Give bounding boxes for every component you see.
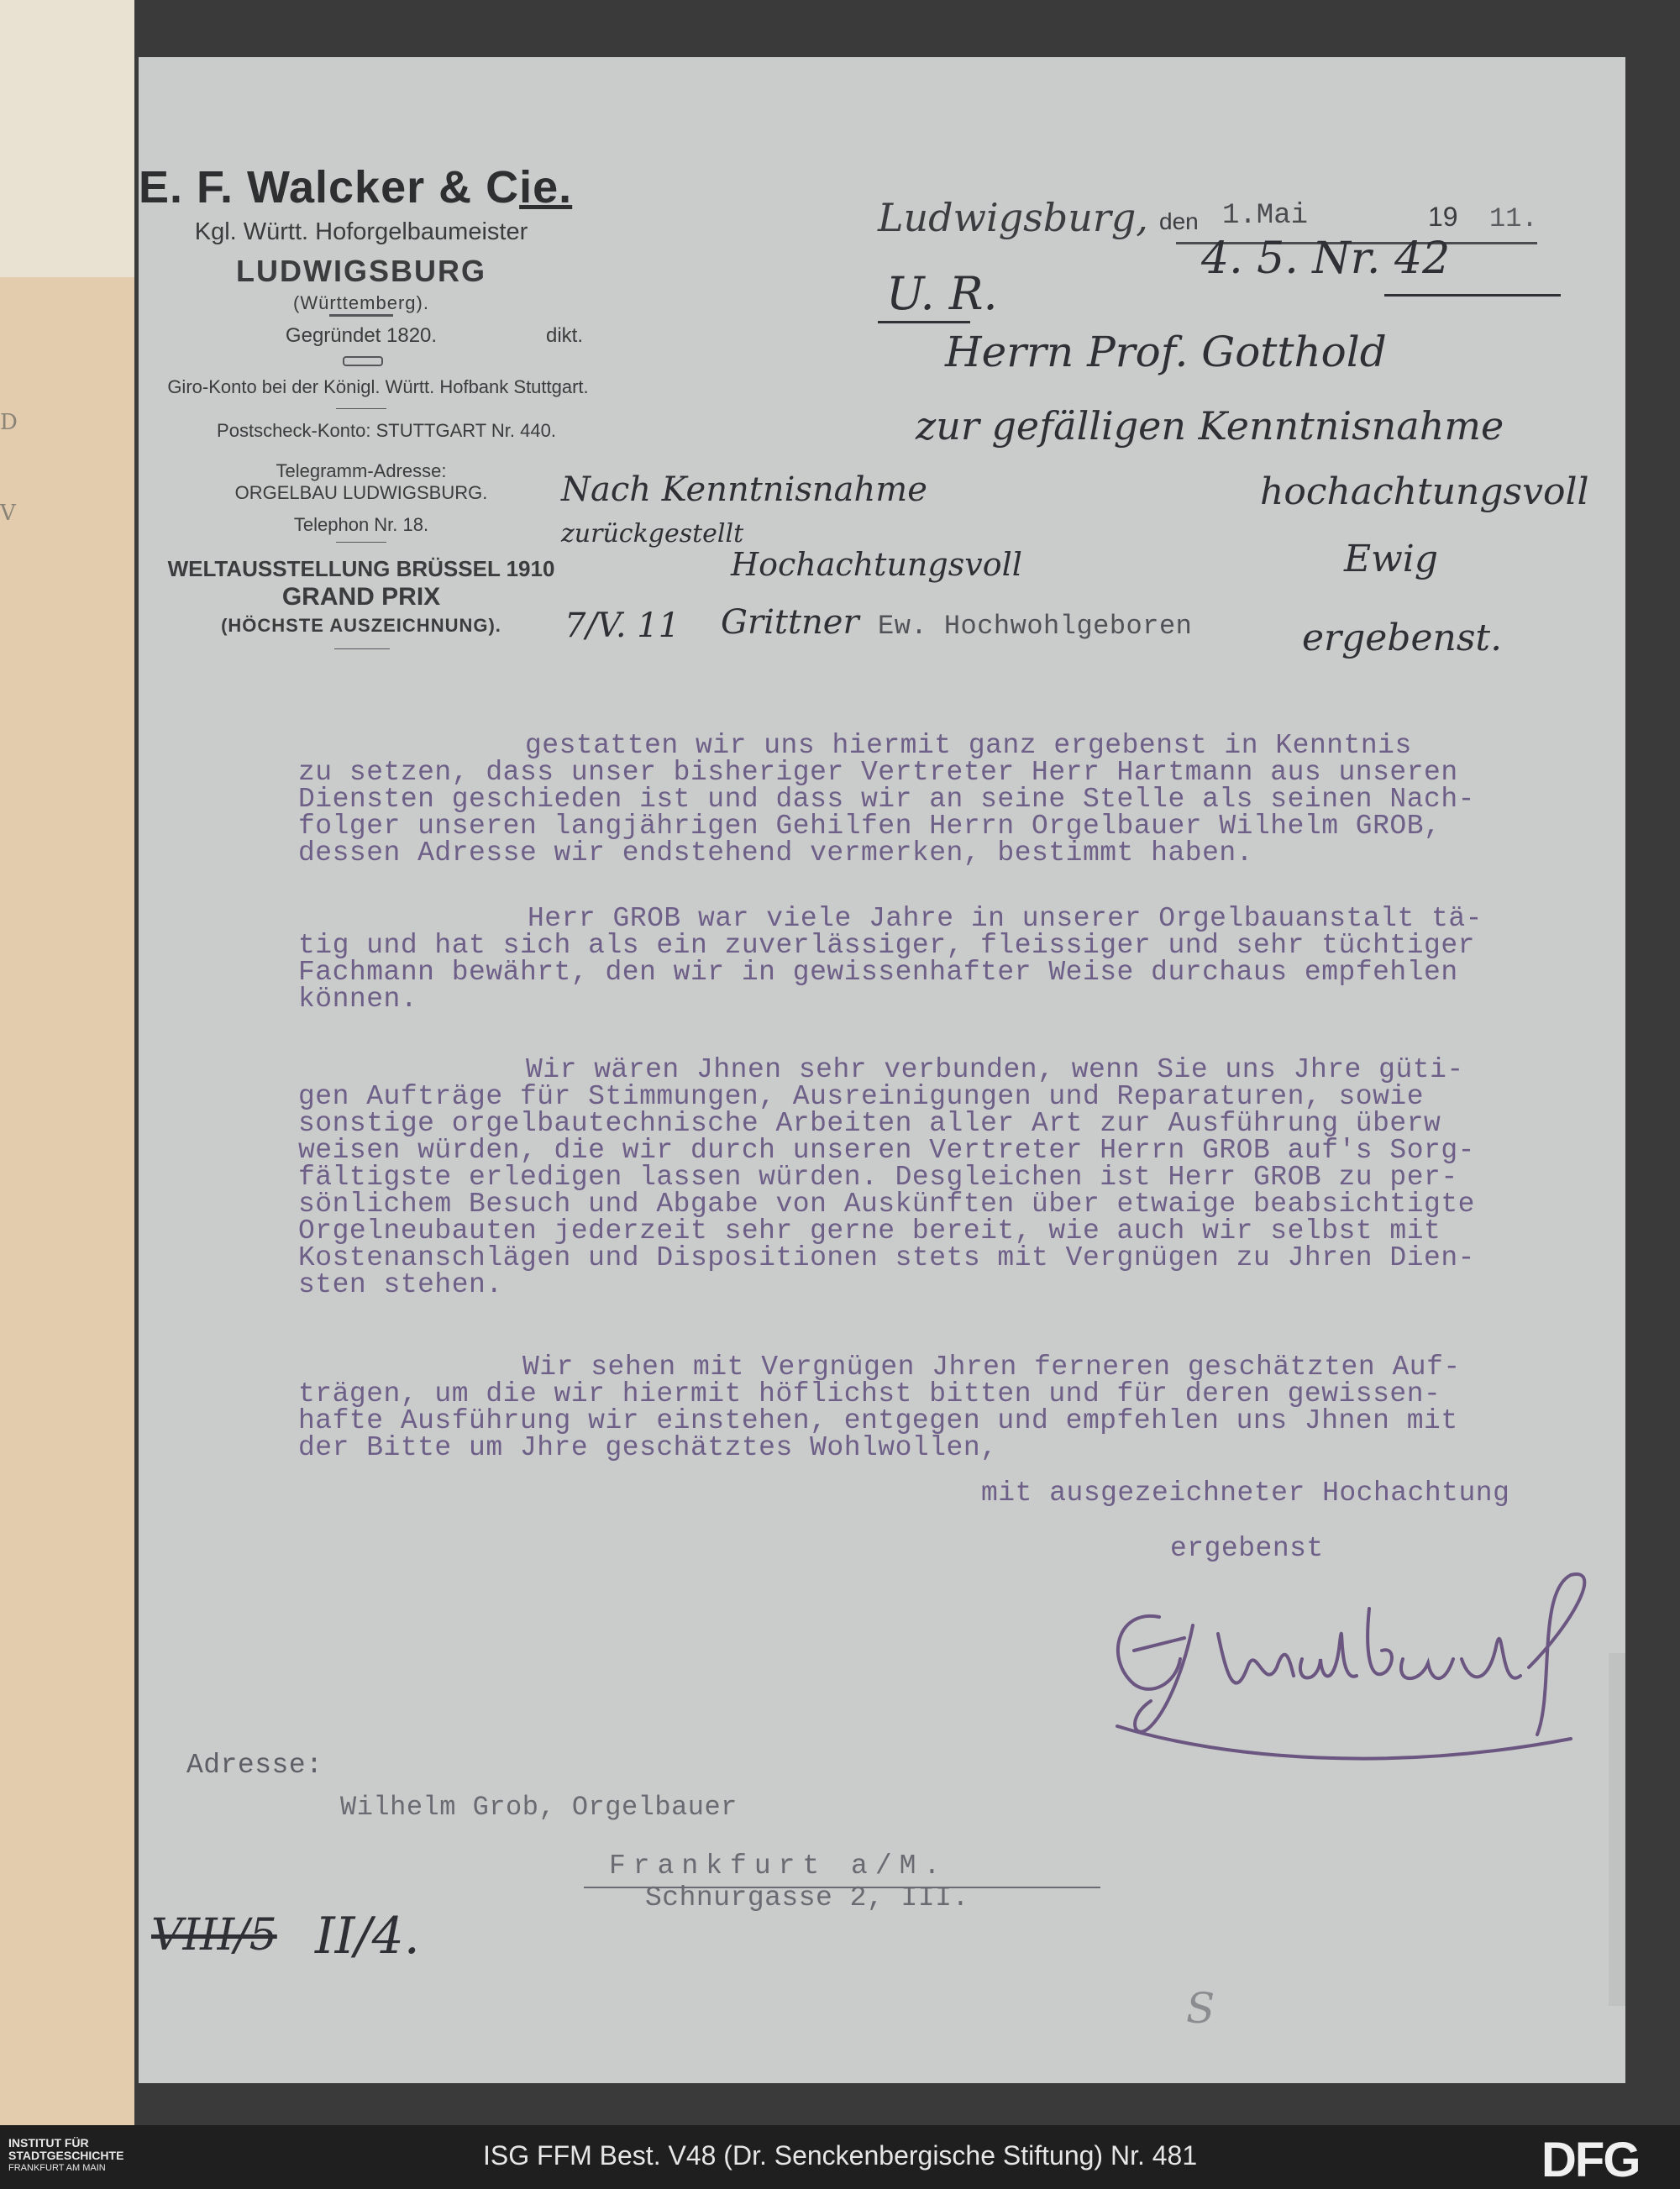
handwritten-greeting: ergebenst. bbox=[1302, 617, 1503, 659]
firm-city: LUDWIGSBURG bbox=[236, 254, 486, 288]
institute-line: INSTITUT FÜR bbox=[8, 2136, 89, 2150]
telegram-label: Telegramm-Adresse: bbox=[276, 460, 447, 481]
year-prefix: 19 bbox=[1428, 202, 1458, 232]
exhibition: WELTAUSSTELLUNG BRÜSSEL 1910 bbox=[167, 556, 555, 581]
divider bbox=[329, 314, 393, 317]
underlying-page bbox=[0, 0, 134, 2125]
sheet-edge bbox=[1609, 1653, 1625, 2006]
handwritten-note: Hochachtungsvoll bbox=[731, 546, 1022, 583]
institute-line: STADTGESCHICHTE bbox=[8, 2149, 124, 2162]
firm-state: (Württemberg). bbox=[293, 292, 429, 313]
signature bbox=[1100, 1558, 1596, 1802]
award: (HÖCHSTE AUSZEICHNUNG). bbox=[221, 615, 501, 636]
handwritten-note: zurückgestellt bbox=[561, 519, 744, 549]
date-den: den bbox=[1159, 208, 1199, 234]
ur-underline bbox=[878, 321, 970, 323]
firm-name-suffix: ie. bbox=[519, 162, 573, 213]
dikt-label: dikt. bbox=[546, 324, 584, 347]
paragraph-line: sten stehen. bbox=[298, 1269, 503, 1300]
handwritten-reference-number: 4. 5. Nr. 42 bbox=[1201, 234, 1451, 284]
paragraph-line: Diensten geschieden ist und dass wir an seine Stelle als seinen Nach- bbox=[298, 784, 1475, 815]
dfg-logo: DFG bbox=[1541, 2133, 1640, 2187]
paragraph-line: gestatten wir uns hiermit ganz ergebenst in Kenntnis bbox=[525, 730, 1412, 761]
firm-title: Kgl. Württ. Hoforgelbaumeister bbox=[194, 218, 528, 245]
paragraph-line: folger unseren langjährigen Gehilfen Herrn Orgelbauer Wilhelm GROB, bbox=[298, 811, 1441, 842]
firm-founded: Gegründet 1820. bbox=[285, 324, 438, 347]
paragraph-line: gen Aufträge für Stimmungen, Ausreinigungen und Reparaturen, sowie bbox=[298, 1081, 1425, 1112]
institute-logo bbox=[8, 2137, 123, 2175]
divider-ornament bbox=[343, 356, 383, 366]
handwritten-s: S bbox=[1186, 1984, 1215, 2033]
paragraph-line: weisen würden, die wir durch unseren Vertreter Herrn GROB auf's Sorg- bbox=[298, 1135, 1475, 1166]
paragraph-line: tig und hat sich als ein zuverlässiger, fleissiger und sehr tüchtiger bbox=[298, 930, 1475, 961]
institute-line: FRANKFURT AM MAIN bbox=[8, 2163, 106, 2173]
handwritten-addressee: Herrn Prof. Gotthold bbox=[945, 328, 1387, 376]
salutation: Ew. Hochwohlgeboren bbox=[878, 611, 1193, 642]
divider bbox=[336, 542, 386, 543]
archive-footer bbox=[0, 2125, 1680, 2189]
giro-account: Giro-Konto bei der Königl. Württ. Hofbank Stuttgart. bbox=[167, 376, 589, 397]
underlying-page-band bbox=[0, 277, 134, 2125]
handwritten-greeting: Ewig bbox=[1344, 538, 1439, 580]
firm-name: E. F. Walcker & Cie. bbox=[139, 162, 573, 213]
telephone: Telephon Nr. 18. bbox=[293, 514, 429, 535]
date-typed: 1.Mai bbox=[1222, 200, 1309, 232]
closing-line: ergebenst bbox=[1170, 1533, 1324, 1564]
handwritten-greeting: hochachtungsvoll bbox=[1260, 470, 1589, 513]
year-suffix: 11. bbox=[1489, 203, 1538, 234]
handwritten-ur: U. R. bbox=[886, 267, 998, 320]
divider bbox=[334, 648, 390, 649]
handwritten-request: zur gefälligen Kenntnisnahme bbox=[916, 403, 1504, 449]
archive-caption: ISG FFM Best. V48 (Dr. Senckenbergische Stiftung) Nr. 481 bbox=[483, 2140, 1198, 2171]
underlying-page-mark: D bbox=[0, 410, 18, 435]
paragraph-line: sönlichem Besuch und Abgabe von Auskünften über etwaige beabsichtigte bbox=[298, 1189, 1475, 1220]
address-label: Adresse: bbox=[186, 1750, 323, 1781]
address-street: Schnurgasse 2, III. bbox=[645, 1882, 969, 1913]
closing-line: mit ausgezeichneter Hochachtung bbox=[981, 1478, 1510, 1509]
paragraph-line: Fachmann bewährt, den wir in gewissenhafter Weise durchaus empfehlen bbox=[298, 957, 1458, 988]
reference-underline bbox=[1384, 294, 1561, 297]
paragraph-line: Wir wären Jhnen sehr verbunden, wenn Sie uns Jhre güti- bbox=[526, 1054, 1464, 1085]
handwritten-struck-reference: VIII/5 bbox=[151, 1910, 277, 1961]
paragraph-line: hafte Ausführung wir einstehen, entgegen und empfehlen uns Jhnen mit bbox=[298, 1405, 1458, 1436]
address-city: Frankfurt a/M. bbox=[609, 1850, 948, 1882]
handwritten-reference: II/4. bbox=[315, 1907, 420, 1966]
paragraph-line: Herr GROB war viele Jahre in unserer Orgelbauanstalt tä- bbox=[528, 903, 1483, 934]
address-name: Wilhelm Grob, Orgelbauer bbox=[340, 1792, 738, 1823]
paragraph-line: Wir sehen mit Vergnügen Jhren ferneren geschätzten Auf- bbox=[522, 1352, 1461, 1383]
paragraph-line: Orgelneubauten jederzeit sehr gerne bereit, wie auch wir selbst mit bbox=[298, 1215, 1441, 1247]
handwritten-note-date: 7/V. 11 bbox=[564, 606, 680, 645]
paragraph-line: zu setzen, dass unser bisheriger Vertreter Herr Hartmann aus unseren bbox=[298, 757, 1458, 788]
paragraph-line: sonstige orgelbautechnische Arbeiten aller Art zur Ausführung überw bbox=[298, 1108, 1441, 1139]
paragraph-line: der Bitte um Jhre geschätztes Wohlwollen, bbox=[298, 1432, 998, 1463]
telegram-address: ORGELBAU LUDWIGSBURG. bbox=[234, 482, 488, 503]
paragraph-line: fältigste erledigen lassen würden. Desgleichen ist Herr GROB zu per- bbox=[298, 1162, 1458, 1193]
handwritten-note-signature: Grittner bbox=[721, 603, 859, 642]
underlying-page-mark: V bbox=[0, 501, 16, 526]
grand-prix: GRAND PRIX bbox=[281, 583, 441, 611]
handwritten-note: Nach Kenntnisnahme bbox=[561, 470, 927, 509]
paragraph-line: dessen Adresse wir endstehend vermerken, bestimmt haben. bbox=[298, 837, 1253, 869]
divider bbox=[336, 408, 386, 409]
postscheck-account: Postscheck-Konto: STUTTGART Nr. 440. bbox=[217, 420, 556, 441]
place: Ludwigsburg, bbox=[878, 195, 1148, 240]
paragraph-line: können. bbox=[298, 984, 418, 1015]
paragraph-line: Kostenanschlägen und Dispositionen stets mit Vergnügen zu Jhren Dien- bbox=[298, 1242, 1475, 1273]
paragraph-line: trägen, um die wir hiermit höflichst bitten und für deren gewissen- bbox=[298, 1378, 1441, 1409]
